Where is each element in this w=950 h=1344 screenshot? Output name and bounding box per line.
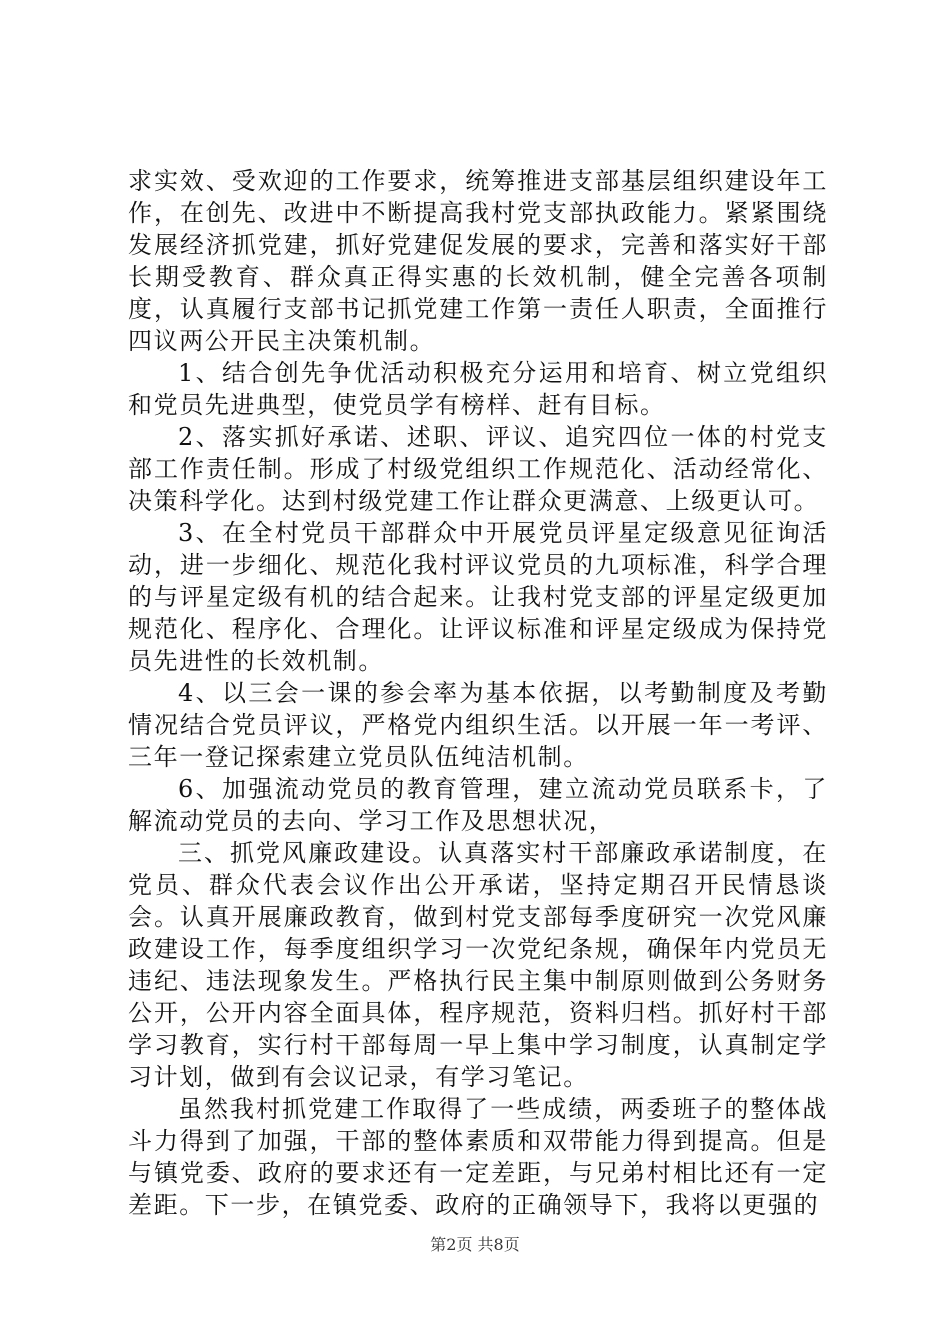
paragraph-summary: 虽然我村抓党建工作取得了一些成绩，两委班子的整体战斗力得到了加强，干部的整体素质和双带能力得到提高。但是与镇党委、政府的要求还有一定差距，与兄弟村相比还有一定差距。下一步，在镇党委、政府的正确领导下，我将以更强的 xyxy=(128,1095,828,1219)
page-footer: 第2页 共8页 xyxy=(430,1235,520,1254)
paragraph-section-3: 三、抓党风廉政建设。认真落实村干部廉政承诺制度，在党员、群众代表会议作出公开承诺，坚持定期召开民情恳谈会。认真开展廉政教育，做到村党支部每季度研究一次党风廉政建设工作，每季度组织学习一次党纪条规，确保年内党员无违纪、违法现象发生。严格执行民主集中制原则做到公务财务公开，公开内容全面具体，程序规范，资料归档。抓好村干部学习教育，实行村干部每周一早上集中学习制度，认真制定学习计划，做到有会议记录，有学习笔记。 xyxy=(128,839,828,1091)
paragraph-item-4: 4、以三会一课的参会率为基本依据，以考勤制度及考勤情况结合党员评议，严格党内组织生活。以开展一年一考评、三年一登记探索建立党员队伍纯洁机制。 xyxy=(128,679,828,771)
paragraph-item-2: 2、落实抓好承诺、述职、评议、追究四位一体的村党支部工作责任制。形成了村级党组织工作规范化、活动经常化、决策科学化。达到村级党建工作让群众更满意、上级更认可。 xyxy=(128,423,828,515)
paragraph-continuation: 求实效、受欢迎的工作要求，统筹推进支部基层组织建设年工作，在创先、改进中不断提高我村党支部执政能力。紧紧围绕发展经济抓党建，抓好党建促发展的要求，完善和落实好干部长期受教育、群众真正得实惠的长效机制，健全完善各项制度，认真履行支部书记抓党建工作第一责任人职责，全面推行四议两公开民主决策机制。 xyxy=(128,167,828,355)
paragraph-item-1: 1、结合创先争优活动积极充分运用和培育、树立党组织和党员先进典型，使党员学有榜样、赶有目标。 xyxy=(128,359,828,419)
paragraph-item-6: 6、加强流动党员的教育管理，建立流动党员联系卡，了解流动党员的去向、学习工作及思想状况， xyxy=(128,775,828,835)
paragraph-item-3: 3、在全村党员干部群众中开展党员评星定级意见征询活动，进一步细化、规范化我村评议党员的九项标准，科学合理的与评星定级有机的结合起来。让我村党支部的评星定级更加规范化、程序化、合理化。让评议标准和评星定级成为保持党员先进性的长效机制。 xyxy=(128,519,828,675)
document-body xyxy=(128,165,828,1221)
